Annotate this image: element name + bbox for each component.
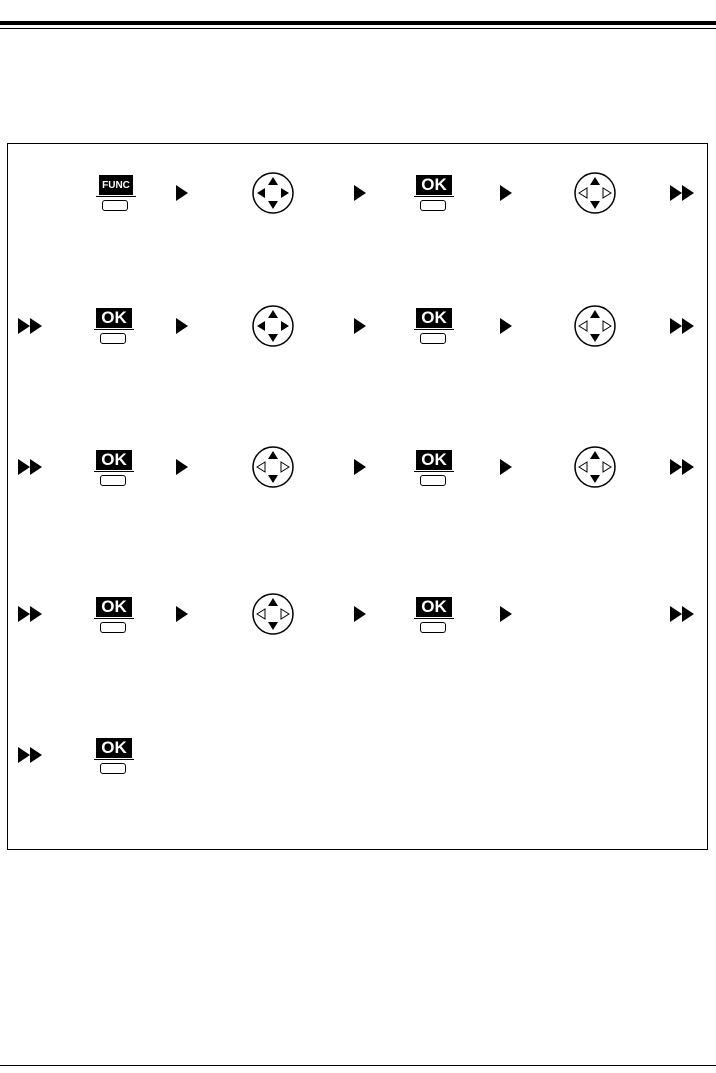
- next-arrow-icon: [176, 606, 188, 622]
- next-arrow-icon: [500, 459, 512, 475]
- top-rule: [0, 21, 716, 25]
- continue-double-arrow-icon: [670, 185, 694, 201]
- next-arrow-icon: [354, 318, 366, 334]
- ok-key-label: OK: [416, 175, 452, 195]
- ok-key-icon: [94, 308, 134, 344]
- ok-key-label: OK: [96, 738, 132, 758]
- ok-key-icon: [414, 450, 454, 486]
- ok-key-icon: [414, 308, 454, 344]
- ok-key-label: OK: [416, 450, 452, 470]
- ok-key-label: OK: [96, 450, 132, 470]
- next-arrow-icon: [176, 318, 188, 334]
- next-arrow-icon: [500, 606, 512, 622]
- navigator-4way-icon: [250, 303, 296, 349]
- next-arrow-icon: [354, 606, 366, 622]
- continue-double-arrow-icon: [18, 606, 42, 622]
- ok-key-icon: [414, 175, 454, 211]
- next-arrow-icon: [354, 459, 366, 475]
- continue-double-arrow-icon: [670, 318, 694, 334]
- next-arrow-icon: [500, 318, 512, 334]
- navigator-up-down-icon: [250, 591, 296, 637]
- next-arrow-icon: [176, 459, 188, 475]
- ok-key-label: OK: [416, 597, 452, 617]
- bottom-rule: [0, 1065, 716, 1066]
- navigator-up-down-icon: [572, 303, 618, 349]
- continue-double-arrow-icon: [18, 318, 42, 334]
- navigator-4way-icon: [250, 170, 296, 216]
- ok-key-label: OK: [416, 308, 452, 328]
- top-rule-thin: [0, 28, 716, 29]
- ok-key-label: OK: [96, 308, 132, 328]
- continue-double-arrow-icon: [18, 459, 42, 475]
- next-arrow-icon: [176, 185, 188, 201]
- func-key-label: FUNC: [99, 175, 133, 195]
- ok-key-icon: [94, 597, 134, 633]
- navigator-up-down-icon: [572, 170, 618, 216]
- func-key-icon: [96, 175, 136, 211]
- ok-key-label: OK: [96, 597, 132, 617]
- continue-double-arrow-icon: [670, 606, 694, 622]
- continue-double-arrow-icon: [670, 459, 694, 475]
- navigator-up-down-icon: [250, 444, 296, 490]
- next-arrow-icon: [500, 185, 512, 201]
- ok-key-icon: [94, 738, 134, 774]
- next-arrow-icon: [354, 185, 366, 201]
- ok-key-icon: [414, 597, 454, 633]
- navigator-up-down-icon: [572, 444, 618, 490]
- ok-key-icon: [94, 450, 134, 486]
- continue-double-arrow-icon: [18, 747, 42, 763]
